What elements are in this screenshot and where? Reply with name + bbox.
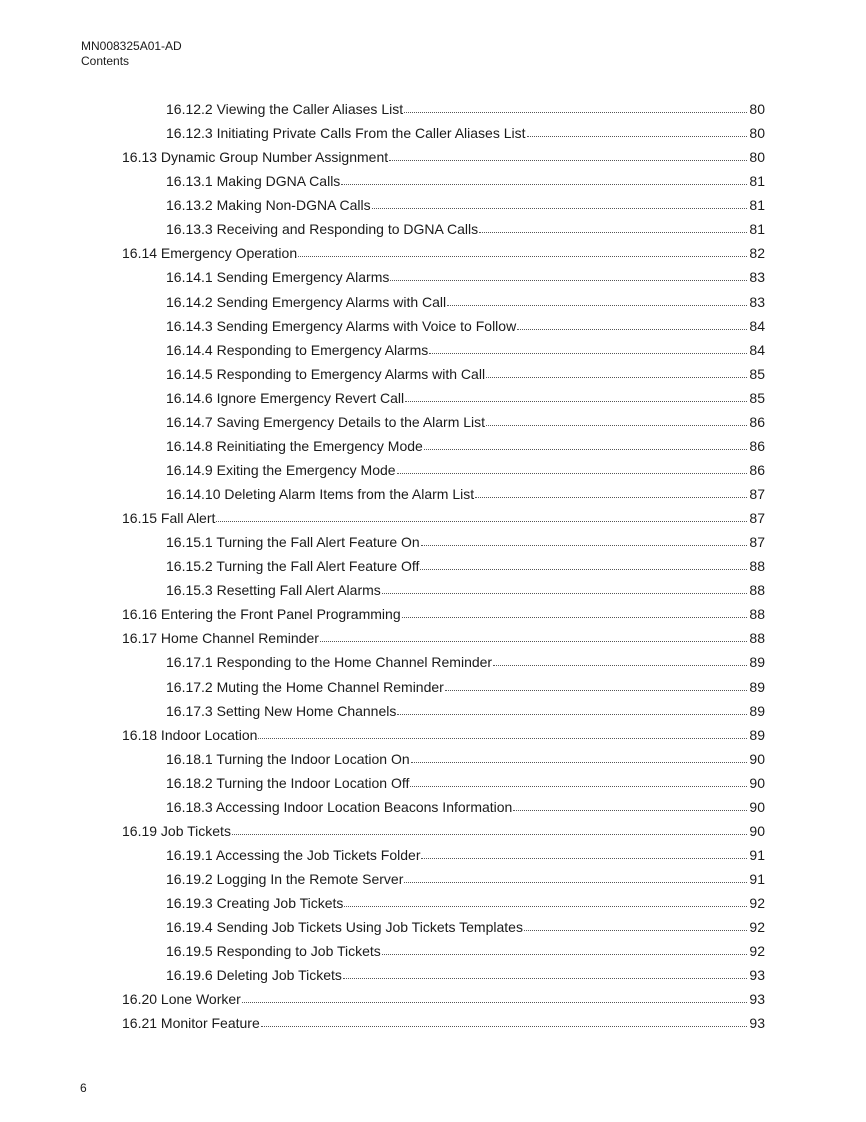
toc-dot-leader xyxy=(486,424,747,426)
toc-entry-title: 16.14.5 Responding to Emergency Alarms with Call xyxy=(166,365,486,382)
toc-dot-leader xyxy=(216,520,747,522)
toc-entry-page: 83 xyxy=(749,269,765,286)
toc-entry-page: 84 xyxy=(749,341,765,358)
toc-entry-title: 16.19 Job Tickets xyxy=(122,822,231,839)
toc-entry-title: 16.21 Monitor Feature xyxy=(122,1015,260,1032)
toc-dot-leader xyxy=(382,592,748,594)
toc-entry-title: 16.19.3 Creating Job Tickets xyxy=(166,895,344,912)
toc-entry[interactable] xyxy=(0,97,866,121)
toc-entry-title: 16.17.3 Setting New Home Channels xyxy=(166,702,397,719)
toc-entry-page: 91 xyxy=(749,871,765,888)
toc-entry-title: 16.14.9 Exiting the Emergency Mode xyxy=(166,461,396,478)
toc-dot-leader xyxy=(390,279,747,281)
toc-entry-title: 16.13 Dynamic Group Number Assignment xyxy=(122,149,389,166)
toc-entry[interactable] xyxy=(0,458,866,482)
toc-entry-title: 16.14.7 Saving Emergency Details to the Alarm List xyxy=(166,413,486,430)
toc-entry-page: 85 xyxy=(749,365,765,382)
toc-dot-leader xyxy=(404,881,747,883)
toc-entry[interactable] xyxy=(0,723,866,747)
toc-entry-page: 89 xyxy=(749,702,765,719)
toc-entry-page: 92 xyxy=(749,943,765,960)
toc-entry[interactable] xyxy=(0,217,866,241)
toc-entry-page: 86 xyxy=(749,437,765,454)
toc-entry-title: 16.13.2 Making Non-DGNA Calls xyxy=(166,197,371,214)
toc-entry-title: 16.14.10 Deleting Alarm Items from the Alarm List xyxy=(166,486,475,503)
toc-entry-page: 90 xyxy=(749,774,765,791)
toc-entry-title: 16.15.3 Resetting Fall Alert Alarms xyxy=(166,582,381,599)
toc-entry[interactable] xyxy=(0,193,866,217)
document-id: MN008325A01-AD xyxy=(81,39,182,53)
toc-entry[interactable] xyxy=(0,386,866,410)
toc-entry-page: 87 xyxy=(749,534,765,551)
toc-dot-leader xyxy=(298,255,747,257)
section-title: Contents xyxy=(81,54,130,68)
page-number: 6 xyxy=(80,1081,87,1095)
toc-entry-title: 16.18 Indoor Location xyxy=(122,726,258,743)
toc-entry-page: 89 xyxy=(749,678,765,695)
toc-dot-leader xyxy=(320,640,748,642)
toc-entry[interactable] xyxy=(0,891,866,915)
toc-dot-leader xyxy=(372,207,748,209)
toc-entry[interactable] xyxy=(0,987,866,1011)
toc-entry-page: 93 xyxy=(749,991,765,1008)
toc-dot-leader xyxy=(486,376,747,378)
toc-dot-leader xyxy=(389,159,747,161)
toc-dot-leader xyxy=(344,905,747,907)
toc-entry[interactable] xyxy=(0,819,866,843)
toc-entry[interactable] xyxy=(0,290,866,314)
toc-entry-page: 90 xyxy=(749,798,765,815)
toc-entry-page: 87 xyxy=(749,510,765,527)
toc-entry[interactable] xyxy=(0,434,866,458)
toc-dot-leader xyxy=(475,496,747,498)
toc-entry-title: 16.14.2 Sending Emergency Alarms with Call xyxy=(166,293,447,310)
toc-dot-leader xyxy=(420,568,747,570)
toc-dot-leader xyxy=(527,135,748,137)
toc-entry-page: 80 xyxy=(749,149,765,166)
toc-entry-title: 16.19.6 Deleting Job Tickets xyxy=(166,967,342,984)
toc-entry[interactable] xyxy=(0,795,866,819)
toc-entry[interactable] xyxy=(0,747,866,771)
toc-dot-leader xyxy=(447,304,747,306)
toc-entry[interactable] xyxy=(0,362,866,386)
page-header xyxy=(81,39,182,69)
toc-dot-leader xyxy=(382,953,748,955)
toc-entry-title: 16.15 Fall Alert xyxy=(122,510,216,527)
toc-entry-title: 16.17.2 Muting the Home Channel Reminder xyxy=(166,678,444,695)
toc-entry[interactable] xyxy=(0,169,866,193)
toc-entry-page: 90 xyxy=(749,822,765,839)
toc-dot-leader xyxy=(242,1001,748,1003)
toc-dot-leader xyxy=(421,857,747,859)
toc-dot-leader xyxy=(479,231,747,233)
toc-entry[interactable] xyxy=(0,554,866,578)
toc-entry[interactable] xyxy=(0,771,866,795)
toc-dot-leader xyxy=(517,328,747,330)
toc-entry[interactable] xyxy=(0,145,866,169)
toc-entry-title: 16.14.8 Reinitiating the Emergency Mode xyxy=(166,437,423,454)
toc-entry[interactable] xyxy=(0,410,866,434)
toc-entry[interactable] xyxy=(0,241,866,265)
toc-entry-page: 80 xyxy=(749,101,765,118)
toc-dot-leader xyxy=(402,616,748,618)
toc-entry-title: 16.18.1 Turning the Indoor Location On xyxy=(166,750,410,767)
toc-entry-title: 16.15.2 Turning the Fall Alert Feature Off xyxy=(166,558,420,575)
toc-entry-title: 16.20 Lone Worker xyxy=(122,991,241,1008)
toc-entry-title: 16.14.4 Responding to Emergency Alarms xyxy=(166,341,429,358)
toc-entry[interactable] xyxy=(0,1011,866,1035)
toc-entry-title: 16.15.1 Turning the Fall Alert Feature On xyxy=(166,534,420,551)
toc-dot-leader xyxy=(493,664,747,666)
toc-entry[interactable] xyxy=(0,843,866,867)
toc-entry-title: 16.14 Emergency Operation xyxy=(122,245,298,262)
toc-entry[interactable] xyxy=(0,650,866,674)
toc-entry-page: 92 xyxy=(749,895,765,912)
toc-dot-leader xyxy=(411,761,748,763)
toc-entry-page: 81 xyxy=(749,197,765,214)
toc-entry-title: 16.17.1 Responding to the Home Channel Reminder xyxy=(166,654,493,671)
toc-entry-page: 91 xyxy=(749,846,765,863)
toc-entry-page: 87 xyxy=(749,486,765,503)
toc-entry-title: 16.14.1 Sending Emergency Alarms xyxy=(166,269,390,286)
toc-entry-page: 92 xyxy=(749,919,765,936)
toc-dot-leader xyxy=(524,929,747,931)
toc-entry-title: 16.19.4 Sending Job Tickets Using Job Tickets Templates xyxy=(166,919,523,936)
toc-entry-title: 16.16 Entering the Front Panel Programming xyxy=(122,606,401,623)
toc-entry-title: 16.19.2 Logging In the Remote Server xyxy=(166,871,404,888)
toc-entry[interactable] xyxy=(0,626,866,650)
toc-entry[interactable] xyxy=(0,265,866,289)
toc-entry-page: 93 xyxy=(749,967,765,984)
toc-entry[interactable] xyxy=(0,338,866,362)
toc-entry-title: 16.18.2 Turning the Indoor Location Off xyxy=(166,774,410,791)
toc-entry-page: 88 xyxy=(749,630,765,647)
toc-entry-title: 16.14.3 Sending Emergency Alarms with Voice to Follow xyxy=(166,317,517,334)
toc-entry-title: 16.18.3 Accessing Indoor Location Beacons Information xyxy=(166,798,513,815)
toc-entry-page: 85 xyxy=(749,389,765,406)
toc-entry-page: 82 xyxy=(749,245,765,262)
toc-entry-page: 86 xyxy=(749,413,765,430)
toc-entry-page: 84 xyxy=(749,317,765,334)
toc-dot-leader xyxy=(421,544,748,546)
toc-dot-leader xyxy=(404,111,747,113)
toc-entry[interactable] xyxy=(0,867,866,891)
toc-entry[interactable] xyxy=(0,578,866,602)
toc-entry-page: 86 xyxy=(749,461,765,478)
toc-dot-leader xyxy=(445,689,748,691)
toc-entry-page: 81 xyxy=(749,221,765,238)
toc-entry[interactable] xyxy=(0,675,866,699)
toc-dot-leader xyxy=(513,809,747,811)
toc-entry-page: 88 xyxy=(749,558,765,575)
toc-dot-leader xyxy=(258,737,747,739)
toc-entry-title: 16.13.1 Making DGNA Calls xyxy=(166,173,341,190)
toc-entry-title: 16.12.3 Initiating Private Calls From the Caller Aliases List xyxy=(166,125,526,142)
toc-entry[interactable] xyxy=(0,121,866,145)
toc-dot-leader xyxy=(405,400,747,402)
toc-dot-leader xyxy=(429,352,747,354)
toc-dot-leader xyxy=(343,977,748,979)
toc-entry[interactable] xyxy=(0,482,866,506)
toc-entry-title: 16.19.5 Responding to Job Tickets xyxy=(166,943,381,960)
toc-entry-page: 89 xyxy=(749,726,765,743)
toc-entry[interactable] xyxy=(0,602,866,626)
toc-dot-leader xyxy=(261,1025,748,1027)
table-of-contents xyxy=(0,97,866,1035)
toc-entry-title: 16.12.2 Viewing the Caller Aliases List xyxy=(166,101,404,118)
toc-dot-leader xyxy=(424,448,748,450)
toc-entry-page: 88 xyxy=(749,582,765,599)
toc-entry[interactable] xyxy=(0,506,866,530)
toc-dot-leader xyxy=(341,183,747,185)
toc-entry[interactable] xyxy=(0,699,866,723)
toc-entry-page: 80 xyxy=(749,125,765,142)
toc-entry[interactable] xyxy=(0,915,866,939)
toc-entry-page: 89 xyxy=(749,654,765,671)
toc-entry-page: 83 xyxy=(749,293,765,310)
toc-entry-page: 88 xyxy=(749,606,765,623)
toc-dot-leader xyxy=(397,472,748,474)
toc-dot-leader xyxy=(397,713,747,715)
toc-entry[interactable] xyxy=(0,963,866,987)
toc-entry-title: 16.14.6 Ignore Emergency Revert Call xyxy=(166,389,405,406)
toc-entry[interactable] xyxy=(0,530,866,554)
toc-entry-title: 16.13.3 Receiving and Responding to DGNA Calls xyxy=(166,221,479,238)
toc-entry[interactable] xyxy=(0,939,866,963)
toc-entry-page: 93 xyxy=(749,1015,765,1032)
toc-entry[interactable] xyxy=(0,314,866,338)
toc-dot-leader xyxy=(232,833,747,835)
toc-entry-title: 16.19.1 Accessing the Job Tickets Folder xyxy=(166,846,421,863)
toc-entry-page: 90 xyxy=(749,750,765,767)
toc-entry-title: 16.17 Home Channel Reminder xyxy=(122,630,319,647)
toc-entry-page: 81 xyxy=(749,173,765,190)
toc-dot-leader xyxy=(410,785,747,787)
